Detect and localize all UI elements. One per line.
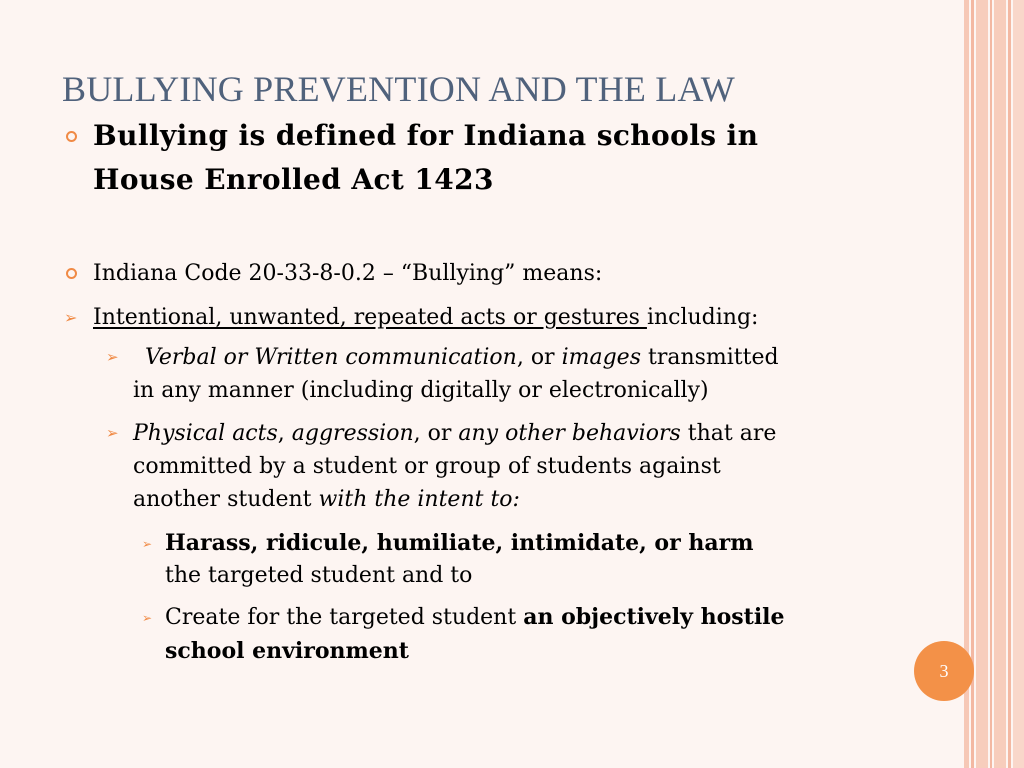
sub2-text: , bbox=[277, 421, 292, 446]
decorative-side-stripes bbox=[964, 0, 1024, 768]
sub2-italic-behaviors: any other behaviors bbox=[458, 421, 681, 446]
intent2-bold: an objectively hostile bbox=[523, 604, 785, 630]
sub1-italic-verbal: Verbal or Written communication bbox=[145, 345, 517, 370]
sub2-line-1 bbox=[133, 423, 776, 445]
sub1-italic-images: images bbox=[561, 345, 641, 370]
sub2-italic-physical: Physical acts bbox=[133, 421, 278, 446]
page-number-badge bbox=[914, 641, 974, 701]
chevron-right-icon: ➢ bbox=[106, 424, 119, 442]
chevron-right-icon: ➢ bbox=[64, 308, 78, 327]
intent1-line-2: the targeted student and to bbox=[165, 563, 473, 588]
intent2-line-1 bbox=[165, 606, 785, 629]
sub2-line-3 bbox=[133, 489, 520, 511]
chevron-right-icon: ➢ bbox=[106, 348, 119, 366]
sub2-line-2: committed by a student or group of students against bbox=[133, 454, 721, 479]
sub1-line-1 bbox=[145, 347, 779, 369]
heading-line-2: House Enrolled Act 1423 bbox=[93, 163, 494, 196]
intent2-line-2 bbox=[165, 640, 409, 663]
code-reference: Indiana Code 20-33-8-0.2 – “Bullying” means: bbox=[93, 261, 603, 286]
intent1-bold: Harass, ridicule, humiliate, intimidate, or harm bbox=[165, 530, 754, 556]
sub1-text: , or bbox=[516, 345, 562, 370]
page-number: 3 bbox=[939, 660, 949, 681]
intent2-text: Create for the targeted student bbox=[165, 605, 524, 630]
intent1-line-1 bbox=[165, 532, 753, 555]
slide-title: BULLYING PREVENTION AND THE LAW bbox=[62, 69, 735, 109]
circle-bullet-icon bbox=[66, 268, 77, 279]
sub2-text-2: , or bbox=[413, 421, 459, 446]
intent2-bold-2: school environment bbox=[165, 638, 409, 664]
sub2-text-3: that are bbox=[680, 421, 777, 446]
sub2-italic-aggression: aggression bbox=[291, 421, 414, 446]
heading-line-1: Bullying is defined for Indiana schools in bbox=[93, 119, 759, 152]
sub2-line3-text: another student bbox=[133, 487, 319, 512]
definition-line bbox=[93, 307, 758, 329]
sub1-text-2: transmitted bbox=[640, 345, 779, 370]
definition-underlined: Intentional, unwanted, repeated acts or gestures bbox=[93, 305, 647, 330]
definition-rest: including: bbox=[646, 305, 759, 330]
sub1-line-2: in any manner (including digitally or electronically) bbox=[133, 378, 709, 403]
chevron-right-icon: ➢ bbox=[142, 611, 153, 625]
sub2-italic-intent: with the intent to: bbox=[318, 487, 520, 512]
chevron-right-icon: ➢ bbox=[142, 537, 153, 551]
circle-bullet-icon bbox=[66, 131, 77, 142]
